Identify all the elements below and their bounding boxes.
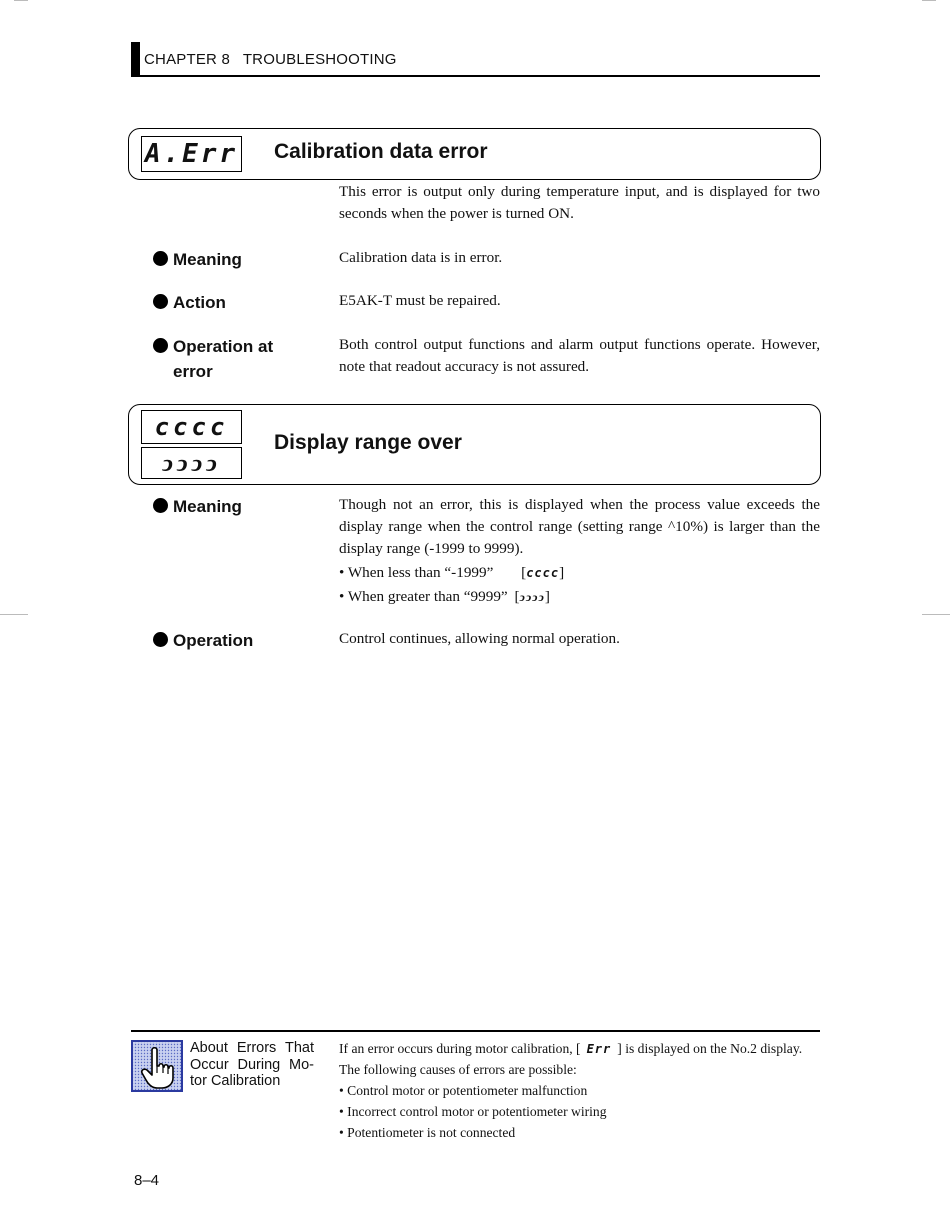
chapter-header <box>131 42 820 78</box>
calibration-error-box <box>128 128 821 180</box>
section-intro: This error is output only during temperature input, and is displayed for two seconds when the power is turned ON. <box>339 183 820 222</box>
crop-mark <box>0 614 28 615</box>
header-rule <box>131 75 820 77</box>
display-range-box <box>128 404 821 485</box>
display-code: A.Err <box>144 139 239 169</box>
operation-at-error-text: Both control output functions and alarm output functions operate. However, note that readout accuracy is not assured. <box>339 336 820 375</box>
pointing-hand-icon <box>131 1040 183 1092</box>
bullet-text: When greater than “9999” <box>347 588 508 605</box>
crop-mark <box>14 0 28 1</box>
chapter-title: CHAPTER 8 TROUBLESHOOTING <box>144 51 397 68</box>
header-bar <box>131 42 140 76</box>
section-title: Calibration data error <box>274 140 488 163</box>
inline-display-code: ↄↄↄↄ <box>519 590 545 604</box>
display-code-low: cccc <box>154 413 229 441</box>
lcd-display-bottom <box>141 447 242 479</box>
bullet-dot <box>153 338 168 353</box>
bullet-dot <box>153 251 168 266</box>
note-bullet: • Potentiometer is not connected <box>339 1125 516 1140</box>
bullet-dot <box>153 498 168 513</box>
crop-mark <box>922 0 936 1</box>
inline-display-code: Err <box>586 1042 612 1056</box>
lcd-display <box>141 136 242 172</box>
lcd-display-top <box>141 410 242 444</box>
bullet-less-than: • When less than “-1999” [cccc] <box>339 564 565 581</box>
note-bullet: • Incorrect control motor or potentiometer wiring <box>339 1104 607 1119</box>
note-text-line1: If an error occurs during motor calibration, [ Err ] is displayed on the No.2 display. <box>339 1041 803 1056</box>
crop-mark <box>922 614 950 615</box>
bullet-greater-than: • When greater than “9999” [ↄↄↄↄ] <box>339 588 550 605</box>
note-title: About Errors That Occur During Mo- tor Calibration <box>190 1040 314 1089</box>
action-text: E5AK-T must be repaired. <box>339 292 501 309</box>
note-text-line2: The following causes of errors are possible: <box>339 1062 577 1077</box>
section-title: Display range over <box>274 431 462 454</box>
operation-text: Control continues, allowing normal operation. <box>339 630 620 647</box>
note-rule <box>131 1030 820 1032</box>
meaning-text: Calibration data is in error. <box>339 249 503 266</box>
bullet-text: When less than “-1999” <box>347 564 494 581</box>
bullet-dot <box>153 632 168 647</box>
display-code-high: ↄↄↄↄ <box>162 448 221 477</box>
bullet-dot <box>153 294 168 309</box>
meaning-text: Though not an error, this is displayed when the process value exceeds the display range when the control range (setting range ^10%) is larger than the display range (-1999 to 9999). <box>339 496 820 557</box>
page-number: 8–4 <box>134 1172 160 1189</box>
note-bullet: • Control motor or potentiometer malfunction <box>339 1083 588 1098</box>
inline-display-code: cccc <box>526 566 560 580</box>
